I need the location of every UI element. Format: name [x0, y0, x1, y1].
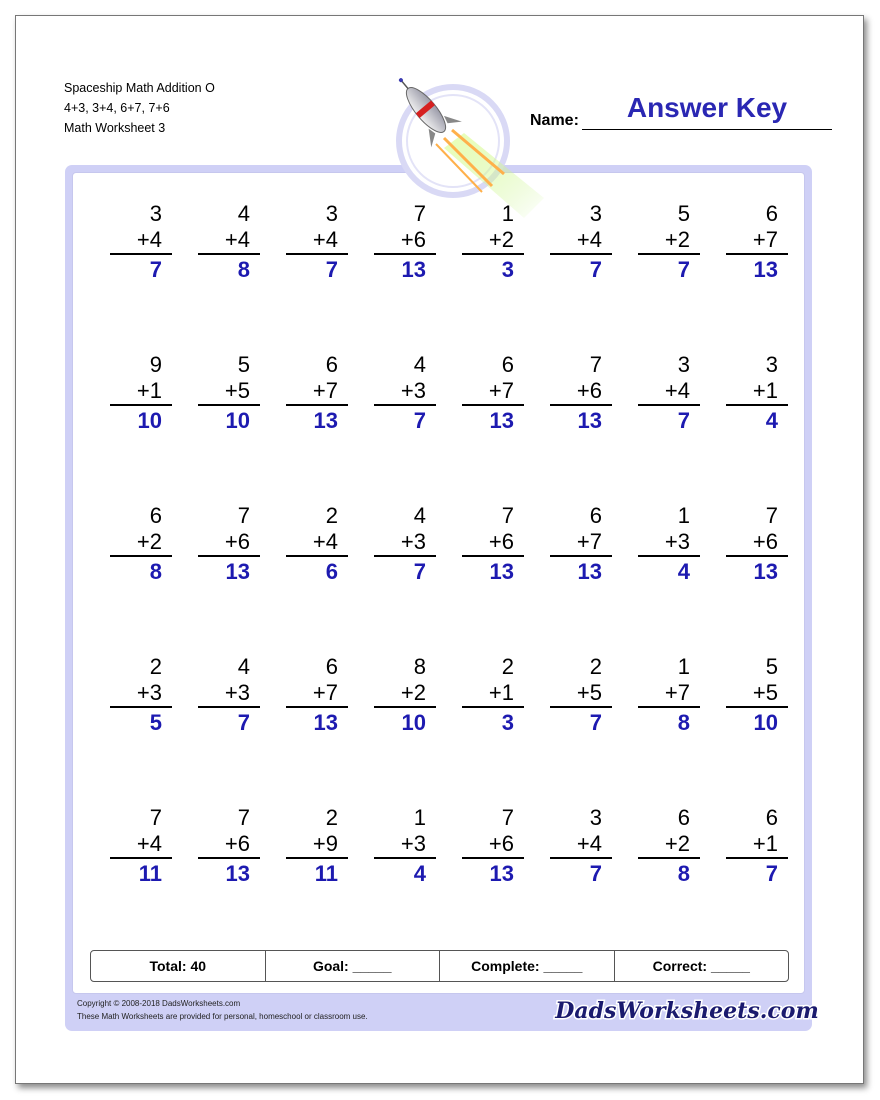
- addend-bottom: +2: [638, 227, 700, 255]
- addition-problem: [286, 503, 348, 587]
- answer: 11: [138, 861, 162, 886]
- addition-problem: [198, 503, 260, 587]
- addend-bottom: +5: [726, 680, 788, 708]
- addend-bottom: +1: [110, 378, 172, 406]
- addend-bottom: +6: [198, 831, 260, 859]
- addend-top: 6: [589, 503, 602, 528]
- addend-top: 2: [325, 503, 338, 528]
- addend-top: 3: [325, 201, 338, 226]
- addition-problem: [638, 654, 700, 738]
- addend-top: 6: [765, 201, 778, 226]
- addition-problem: [110, 503, 172, 587]
- addend-top: 1: [501, 201, 514, 226]
- addend-bottom: +6: [462, 529, 524, 557]
- addend-top: 4: [237, 654, 250, 679]
- addend-bottom: +4: [286, 227, 348, 255]
- usage-note: These Math Worksheets are provided for personal, homeschool or classroom use.: [77, 1012, 368, 1021]
- total-cell: Total: 40: [149, 958, 207, 974]
- worksheet-title: Spaceship Math Addition O: [64, 81, 215, 95]
- addend-bottom: +6: [550, 378, 612, 406]
- answer: 7: [413, 408, 426, 433]
- addend-top: 2: [589, 654, 602, 679]
- addend-bottom: +2: [462, 227, 524, 255]
- addend-bottom: +7: [462, 378, 524, 406]
- correct-cell: Correct: _____: [614, 951, 789, 981]
- addition-problem: [286, 352, 348, 436]
- addend-bottom: +6: [462, 831, 524, 859]
- addition-problem: [374, 805, 436, 889]
- addition-problem: [550, 805, 612, 889]
- addend-bottom: +3: [374, 529, 436, 557]
- addend-top: 5: [237, 352, 250, 377]
- score-bar: [90, 950, 789, 982]
- name-label: Name:: [530, 112, 579, 129]
- addition-problem: [550, 201, 612, 285]
- addend-top: 4: [237, 201, 250, 226]
- addend-top: 2: [325, 805, 338, 830]
- addition-problem: [198, 654, 260, 738]
- addend-bottom: +9: [286, 831, 348, 859]
- answer: 10: [401, 710, 426, 735]
- addition-problem: [110, 352, 172, 436]
- addition-problem: [374, 654, 436, 738]
- addition-problem: [286, 201, 348, 285]
- answer: 13: [225, 559, 250, 584]
- addend-top: 1: [677, 503, 690, 528]
- addition-problem: [462, 503, 524, 587]
- addition-problem: [198, 352, 260, 436]
- answer: 3: [501, 710, 514, 735]
- answer: 13: [225, 861, 250, 886]
- answer: 10: [137, 408, 162, 433]
- footer-copyright: [77, 997, 368, 1023]
- addend-top: 6: [765, 805, 778, 830]
- addend-bottom: +1: [462, 680, 524, 708]
- addition-problem: [374, 503, 436, 587]
- addend-bottom: +6: [374, 227, 436, 255]
- addend-top: 3: [149, 201, 162, 226]
- answer: 8: [149, 559, 162, 584]
- addend-top: 3: [589, 201, 602, 226]
- addend-bottom: +4: [286, 529, 348, 557]
- addend-bottom: +5: [550, 680, 612, 708]
- logo-text: DadsWorksheets.com: [555, 998, 819, 1024]
- answer: 7: [325, 257, 338, 282]
- answer: 3: [501, 257, 514, 282]
- addend-top: 1: [677, 654, 690, 679]
- addition-problem: [550, 352, 612, 436]
- answer: 7: [237, 710, 250, 735]
- addend-top: 6: [149, 503, 162, 528]
- answer: 4: [677, 559, 690, 584]
- addend-bottom: +4: [638, 378, 700, 406]
- addend-top: 7: [149, 805, 162, 830]
- addend-top: 2: [149, 654, 162, 679]
- answer: 10: [225, 408, 250, 433]
- answer: 13: [489, 861, 514, 886]
- addend-top: 9: [149, 352, 162, 377]
- addition-problem: [638, 805, 700, 889]
- addend-top: 2: [501, 654, 514, 679]
- addend-bottom: +4: [550, 227, 612, 255]
- worksheet-subtitle: Math Worksheet 3: [64, 121, 166, 135]
- addition-problem: [462, 352, 524, 436]
- addend-top: 4: [413, 503, 426, 528]
- addend-bottom: +1: [726, 831, 788, 859]
- name-field: [530, 86, 832, 132]
- addition-problem: [286, 654, 348, 738]
- addition-problem: [726, 503, 788, 587]
- dadsworksheets-logo: [555, 990, 819, 1030]
- answer: 13: [577, 408, 602, 433]
- addition-problem: [550, 654, 612, 738]
- addend-top: 7: [237, 805, 250, 830]
- addend-top: 7: [501, 503, 514, 528]
- answer: 13: [489, 559, 514, 584]
- addend-bottom: +6: [198, 529, 260, 557]
- answer: 7: [765, 861, 778, 886]
- addend-top: 7: [237, 503, 250, 528]
- addend-top: 3: [765, 352, 778, 377]
- addend-bottom: +7: [286, 378, 348, 406]
- addition-problem: [110, 805, 172, 889]
- addition-problem: [726, 352, 788, 436]
- addition-problem: [286, 805, 348, 889]
- addend-bottom: +4: [198, 227, 260, 255]
- answer: 7: [149, 257, 162, 282]
- answer: 8: [237, 257, 250, 282]
- rocket-icon: [374, 68, 554, 238]
- addend-bottom: +1: [726, 378, 788, 406]
- answer: 7: [677, 257, 690, 282]
- addition-problem: [374, 352, 436, 436]
- worksheet-header-info: [64, 78, 215, 138]
- answer: 5: [149, 710, 162, 735]
- addend-top: 5: [677, 201, 690, 226]
- addend-top: 5: [765, 654, 778, 679]
- addend-bottom: +3: [374, 378, 436, 406]
- addend-bottom: +5: [198, 378, 260, 406]
- answer: 7: [677, 408, 690, 433]
- addition-problem: [726, 201, 788, 285]
- answer-key-label: Answer Key: [626, 92, 788, 123]
- problem-grid: [73, 173, 804, 993]
- addend-top: 7: [589, 352, 602, 377]
- addend-top: 1: [413, 805, 426, 830]
- answer: 13: [753, 559, 778, 584]
- addition-problem: [726, 805, 788, 889]
- answer: 7: [589, 861, 602, 886]
- addend-top: 7: [765, 503, 778, 528]
- addend-bottom: +2: [110, 529, 172, 557]
- copyright-text: Copyright © 2008-2018 DadsWorksheets.com: [77, 999, 241, 1008]
- addend-top: 7: [501, 805, 514, 830]
- answer: 4: [765, 408, 778, 433]
- addition-problem: [638, 352, 700, 436]
- addend-bottom: +7: [286, 680, 348, 708]
- addend-bottom: +3: [638, 529, 700, 557]
- addend-bottom: +2: [638, 831, 700, 859]
- addend-top: 3: [589, 805, 602, 830]
- addend-top: 8: [413, 654, 426, 679]
- addition-problem: [110, 201, 172, 285]
- addend-bottom: +2: [374, 680, 436, 708]
- addend-bottom: +7: [638, 680, 700, 708]
- addition-problem: [638, 503, 700, 587]
- worksheet-facts: 4+3, 3+4, 6+7, 7+6: [64, 101, 170, 115]
- addend-bottom: +3: [374, 831, 436, 859]
- addend-bottom: +7: [550, 529, 612, 557]
- addend-top: 6: [325, 654, 338, 679]
- problem-frame: [65, 165, 819, 1031]
- answer: 13: [753, 257, 778, 282]
- addition-problem: [638, 201, 700, 285]
- addition-problem: [462, 654, 524, 738]
- addend-top: 3: [677, 352, 690, 377]
- addition-problem: [726, 654, 788, 738]
- answer: 6: [325, 559, 338, 584]
- addend-bottom: +3: [198, 680, 260, 708]
- name-line: [582, 129, 832, 130]
- addition-problem: [198, 805, 260, 889]
- addend-top: 6: [501, 352, 514, 377]
- addend-bottom: +4: [110, 831, 172, 859]
- answer: 7: [413, 559, 426, 584]
- addition-problem: [462, 805, 524, 889]
- addend-bottom: +3: [110, 680, 172, 708]
- answer: 8: [677, 710, 690, 735]
- answer: 10: [753, 710, 778, 735]
- answer: 13: [313, 408, 338, 433]
- addition-problem: [198, 201, 260, 285]
- addend-bottom: +4: [110, 227, 172, 255]
- complete-cell: Complete: _____: [439, 951, 614, 981]
- addition-problem: [110, 654, 172, 738]
- worksheet-page: [15, 15, 864, 1084]
- answer: 13: [577, 559, 602, 584]
- answer: 13: [489, 408, 514, 433]
- answer: 7: [589, 257, 602, 282]
- addend-top: 7: [413, 201, 426, 226]
- addend-top: 4: [413, 352, 426, 377]
- addend-bottom: +6: [726, 529, 788, 557]
- answer: 11: [314, 861, 338, 886]
- answer: 13: [313, 710, 338, 735]
- answer: 7: [589, 710, 602, 735]
- addend-bottom: +4: [550, 831, 612, 859]
- answer: 13: [401, 257, 426, 282]
- addition-problem: [550, 503, 612, 587]
- addend-bottom: +7: [726, 227, 788, 255]
- addend-top: 6: [677, 805, 690, 830]
- answer: 4: [413, 861, 426, 886]
- problem-area: [72, 172, 805, 994]
- addend-top: 6: [325, 352, 338, 377]
- answer: 8: [677, 861, 690, 886]
- goal-cell: Goal: _____: [265, 951, 440, 981]
